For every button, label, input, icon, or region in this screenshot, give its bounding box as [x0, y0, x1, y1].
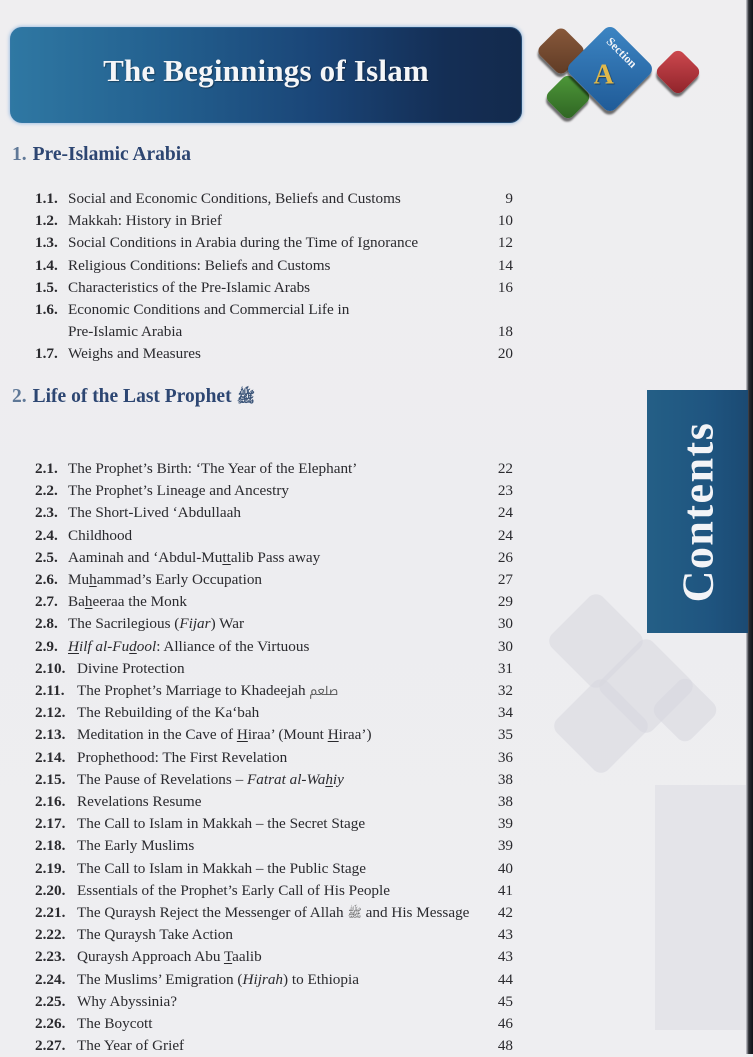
section-number: 1.: [12, 144, 27, 165]
entry-number: 2.24.: [35, 970, 66, 988]
entry-number: 2.7.: [35, 593, 58, 611]
entry-number: 2.3.: [35, 504, 58, 522]
entry-title[interactable]: [68, 636, 309, 658]
entry-page-number: 9: [505, 190, 513, 207]
entry-page-number: 14: [497, 256, 513, 274]
entry-page-number: 46: [497, 1015, 513, 1032]
title-segment: iy: [332, 770, 344, 788]
title-segment: Revelations Resume: [77, 793, 202, 810]
title-segment: ool: [136, 637, 157, 655]
contents-label: Contents: [673, 421, 722, 602]
entry-number: 2.20.: [35, 881, 66, 899]
toc-entry[interactable]: [35, 858, 513, 880]
entry-page-number: 43: [497, 926, 513, 944]
entry-title[interactable]: [68, 458, 357, 480]
honorific-icon: ﷺ: [347, 906, 362, 920]
entry-title[interactable]: [77, 835, 194, 857]
entry-page-number: 10: [497, 212, 513, 230]
entry-title[interactable]: [77, 946, 262, 968]
title-segment: The Rebuilding of the Ka‘bah: [77, 704, 260, 722]
section-header: [12, 144, 191, 166]
toc-entry[interactable]: [35, 591, 513, 613]
entry-number: 1.7.: [35, 345, 58, 363]
title-segment: Religious Conditions: Beliefs and Customs: [68, 256, 331, 274]
title-segment: d: [129, 637, 137, 655]
watermark-panel: [655, 785, 747, 1030]
honorific-icon: ﷺ: [231, 388, 255, 406]
toc-entry[interactable]: [35, 902, 513, 924]
entry-number: 2.27.: [35, 1037, 66, 1055]
entry-number: 1.3.: [35, 234, 58, 252]
title-segment: H: [236, 726, 248, 744]
entry-title[interactable]: [68, 502, 241, 524]
entry-page-number: 24: [497, 504, 513, 522]
entry-title[interactable]: [77, 858, 366, 880]
entry-title[interactable]: [68, 232, 418, 254]
title-segment: Social and Economic Conditions, Beliefs and Customs: [68, 190, 401, 207]
toc-entry[interactable]: [35, 924, 513, 946]
title-segment: Ba: [68, 593, 85, 611]
entry-page-number: 23: [497, 482, 513, 500]
toc-entry[interactable]: [35, 277, 513, 299]
title-segment: The Quraysh Reject the Messenger of Allah: [77, 904, 348, 921]
toc-entry[interactable]: [35, 569, 513, 591]
entry-page-number: 18: [497, 323, 513, 341]
entry-title[interactable]: [77, 769, 344, 791]
toc-entry[interactable]: [35, 636, 513, 658]
title-segment: Economic Conditions and Commercial Life in: [68, 301, 350, 318]
entry-number: 2.6.: [35, 571, 58, 588]
toc-entry[interactable]: [35, 210, 513, 232]
toc-entry[interactable]: [35, 343, 513, 365]
entry-number: 1.1.: [35, 190, 58, 207]
title-segment: Why Abyssinia?: [77, 992, 177, 1010]
entry-page-number: 39: [497, 815, 513, 833]
entry-page-number: 44: [497, 970, 513, 988]
entry-title[interactable]: [68, 299, 349, 321]
title-segment: and His Message: [361, 904, 470, 921]
entry-title[interactable]: [77, 747, 287, 769]
title-segment: H: [68, 637, 79, 655]
entry-title[interactable]: [77, 969, 359, 991]
entry-number: 2.25.: [35, 992, 66, 1010]
title-segment: The Year of Grief: [77, 1037, 185, 1055]
entry-number: 2.14.: [35, 748, 66, 766]
title-segment: The Prophet’s Marriage to Khadeejah: [77, 682, 310, 699]
entry-page-number: 24: [497, 526, 513, 544]
entry-title[interactable]: [77, 791, 201, 813]
toc-entry[interactable]: [35, 991, 513, 1013]
title-segment: The Prophet’s Lineage and Ancestry: [68, 482, 289, 500]
title-segment: h: [89, 571, 97, 588]
title-segment: : Alliance of the Virtuous: [156, 637, 310, 655]
title-segment: Social Conditions in Arabia during the Time of Ignorance: [68, 234, 419, 252]
entry-title[interactable]: [68, 569, 262, 591]
entry-number: 2.19.: [35, 859, 66, 877]
entry-page-number: 36: [497, 748, 513, 766]
title-segment: The Muslims’ Emigration (: [77, 970, 243, 988]
title-segment: Fijar: [179, 615, 211, 633]
toc-entry[interactable]: [35, 188, 513, 210]
title-segment: The Sacrilegious (: [68, 615, 180, 633]
entry-page-number: 31: [497, 659, 513, 677]
entry-title[interactable]: [68, 255, 330, 277]
entry-number: 2.4.: [35, 526, 58, 544]
title-segment: iraa’ (Mount: [247, 726, 328, 744]
title-segment: Prophethood: The First Revelation: [77, 748, 288, 766]
title-segment: Meditation in the Cave of: [77, 726, 237, 744]
entry-title[interactable]: [68, 188, 401, 210]
entry-number: 2.18.: [35, 837, 66, 855]
entry-page-number: 12: [497, 234, 513, 252]
section-badge-word: Section: [603, 34, 640, 71]
toc-entry[interactable]: [35, 232, 513, 254]
section-title: Life of the Last Prophet: [32, 386, 232, 407]
entry-number: 2.26.: [35, 1015, 66, 1032]
entry-page-number: 38: [497, 793, 513, 810]
title-segment: H: [327, 726, 339, 744]
entry-number: 2.15.: [35, 770, 66, 788]
title-segment: The Quraysh Take Action: [77, 926, 233, 944]
entry-page-number: 26: [497, 548, 513, 566]
title-segment: The Call to Islam in Makkah – the Secret Stage: [77, 815, 366, 833]
title-segment: The Call to Islam in Makkah – the Public Stage: [77, 859, 366, 877]
entry-number: 2.5.: [35, 548, 58, 566]
entry-page-number: 48: [497, 1037, 513, 1055]
toc-entry[interactable]: [35, 525, 513, 547]
entry-title[interactable]: [68, 613, 244, 635]
entry-page-number: 40: [497, 859, 513, 877]
title-segment: Essentials of the Prophet’s Early Call of His People: [77, 881, 390, 899]
toc-entry[interactable]: [35, 835, 513, 857]
entry-number: 1.5.: [35, 278, 58, 296]
toc-entry[interactable]: [35, 769, 513, 791]
entry-title[interactable]: [68, 321, 182, 343]
toc-entry[interactable]: [35, 747, 513, 769]
toc-entry[interactable]: [35, 547, 513, 569]
entry-title[interactable]: [77, 991, 177, 1013]
entry-page-number: 22: [497, 460, 513, 477]
entry-title[interactable]: [77, 1013, 153, 1035]
title-segment: The Boycott: [77, 1015, 153, 1032]
entry-page-number: 41: [497, 881, 513, 899]
title-segment: Makkah: History in Brief: [68, 212, 222, 230]
title-segment: Mu: [68, 571, 90, 588]
title-segment: h: [325, 770, 333, 788]
entry-number: 2.2.: [35, 482, 58, 500]
entry-page-number: 38: [497, 770, 513, 788]
entry-number: 2.11.: [35, 682, 65, 699]
entry-title[interactable]: [68, 547, 320, 569]
entry-page-number: 29: [497, 593, 513, 611]
entry-title[interactable]: [77, 702, 259, 724]
entry-title[interactable]: [68, 525, 132, 547]
toc-entry[interactable]: [35, 680, 513, 702]
toc-entry[interactable]: [35, 880, 513, 902]
entry-number: 2.16.: [35, 793, 66, 810]
entry-page-number: 39: [497, 837, 513, 855]
toc-entry[interactable]: [35, 458, 513, 480]
entry-title[interactable]: [77, 813, 365, 835]
entry-number: 2.17.: [35, 815, 66, 833]
toc-entry[interactable]: [35, 613, 513, 635]
entry-page-number: 43: [497, 948, 513, 966]
contents-side-tab: [647, 390, 748, 633]
toc-entry[interactable]: [35, 702, 513, 724]
title-segment: Divine Protection: [77, 659, 185, 677]
title-segment: The Early Muslims: [77, 837, 195, 855]
section-title: Pre-Islamic Arabia: [32, 144, 191, 165]
title-segment: ammad’s Early Occupation: [96, 571, 263, 588]
entry-page-number: 45: [497, 992, 513, 1010]
title-segment: ilf al-Fu: [78, 637, 130, 655]
entry-page-number: 30: [497, 615, 513, 633]
title-segment: Pre-Islamic Arabia: [68, 323, 183, 341]
entry-title[interactable]: [77, 924, 233, 946]
title-segment: The Short-Lived ‘Abdullaah: [68, 504, 241, 522]
section-number: 2.: [12, 386, 27, 407]
entry-page-number: 27: [497, 571, 513, 588]
honorific-icon: ﷵ: [309, 684, 339, 698]
toc-entry-continuation[interactable]: [35, 321, 513, 343]
entry-number: 2.10.: [35, 659, 66, 677]
toc-entry[interactable]: [35, 791, 513, 813]
entry-title[interactable]: [68, 480, 289, 502]
red-tile-decoration: [654, 48, 702, 96]
title-segment: ) to Ethiopia: [283, 970, 359, 988]
title-segment: Characteristics of the Pre-Islamic Arabs: [68, 278, 311, 296]
title-segment: h: [84, 593, 93, 611]
entry-number: 2.8.: [35, 615, 58, 633]
entry-page-number: 35: [497, 726, 513, 744]
title-segment: Fatrat al-Wa: [246, 770, 326, 788]
entry-title[interactable]: [68, 591, 187, 613]
title-segment: alib Pass away: [230, 548, 321, 566]
entry-title[interactable]: [77, 880, 390, 902]
entry-number: 2.9.: [35, 637, 58, 655]
title-segment: tt: [222, 548, 231, 566]
entry-title[interactable]: [68, 210, 222, 232]
toc-entry[interactable]: [35, 1013, 513, 1035]
entry-number: 2.1.: [35, 460, 58, 477]
title-segment: Weighs and Measures: [68, 345, 201, 363]
entry-page-number: 32: [497, 682, 513, 699]
title-segment: Childhood: [68, 526, 133, 544]
section-header: [12, 386, 255, 410]
title-segment: The Prophet’s Birth: ‘The Year of the Elephant’: [68, 460, 358, 477]
title-segment: Hijrah: [242, 970, 284, 988]
toc-entry[interactable]: [35, 658, 513, 680]
entry-page-number: 20: [497, 345, 513, 363]
toc-entry[interactable]: [35, 480, 513, 502]
entry-page-number: 42: [497, 904, 513, 921]
title-segment: ) War: [210, 615, 245, 633]
entry-page-number: 34: [497, 704, 513, 722]
toc-entry[interactable]: [35, 969, 513, 991]
entry-title[interactable]: [68, 343, 201, 365]
toc-entry[interactable]: [35, 502, 513, 524]
entry-number: 1.6.: [35, 301, 58, 318]
title-segment: eeraa the Monk: [92, 593, 187, 611]
entry-number: 1.2.: [35, 212, 58, 230]
entry-number: 2.12.: [35, 704, 66, 722]
entry-page-number: 16: [497, 278, 513, 296]
title-segment: T: [223, 948, 233, 966]
entry-title[interactable]: [77, 680, 338, 702]
toc-entry[interactable]: [35, 813, 513, 835]
entry-page-number: 30: [497, 637, 513, 655]
title-segment: aalib: [232, 948, 262, 966]
title-segment: Quraysh Approach Abu: [77, 948, 224, 966]
page-title: The Beginnings of Islam: [103, 53, 429, 88]
toc-entry[interactable]: [35, 946, 513, 968]
toc-entry[interactable]: [35, 724, 513, 746]
title-segment: The Pause of Revelations –: [77, 770, 247, 788]
toc-entry[interactable]: [35, 255, 513, 277]
entry-number: 2.22.: [35, 926, 66, 944]
entry-number: 2.13.: [35, 726, 66, 744]
title-segment: iraa’): [338, 726, 372, 744]
entry-title[interactable]: [77, 724, 372, 746]
entry-number: 2.23.: [35, 948, 66, 966]
section-badge-letter: A: [593, 59, 614, 91]
entry-title[interactable]: [77, 902, 469, 924]
title-segment: Aaminah and ‘Abdul-Mu: [68, 548, 223, 566]
toc-entry[interactable]: [35, 299, 513, 321]
title-banner: [10, 27, 522, 123]
entry-title[interactable]: [68, 277, 310, 299]
entry-title[interactable]: [77, 658, 185, 680]
entry-number: 1.4.: [35, 256, 58, 274]
entry-number: 2.21.: [35, 904, 66, 921]
